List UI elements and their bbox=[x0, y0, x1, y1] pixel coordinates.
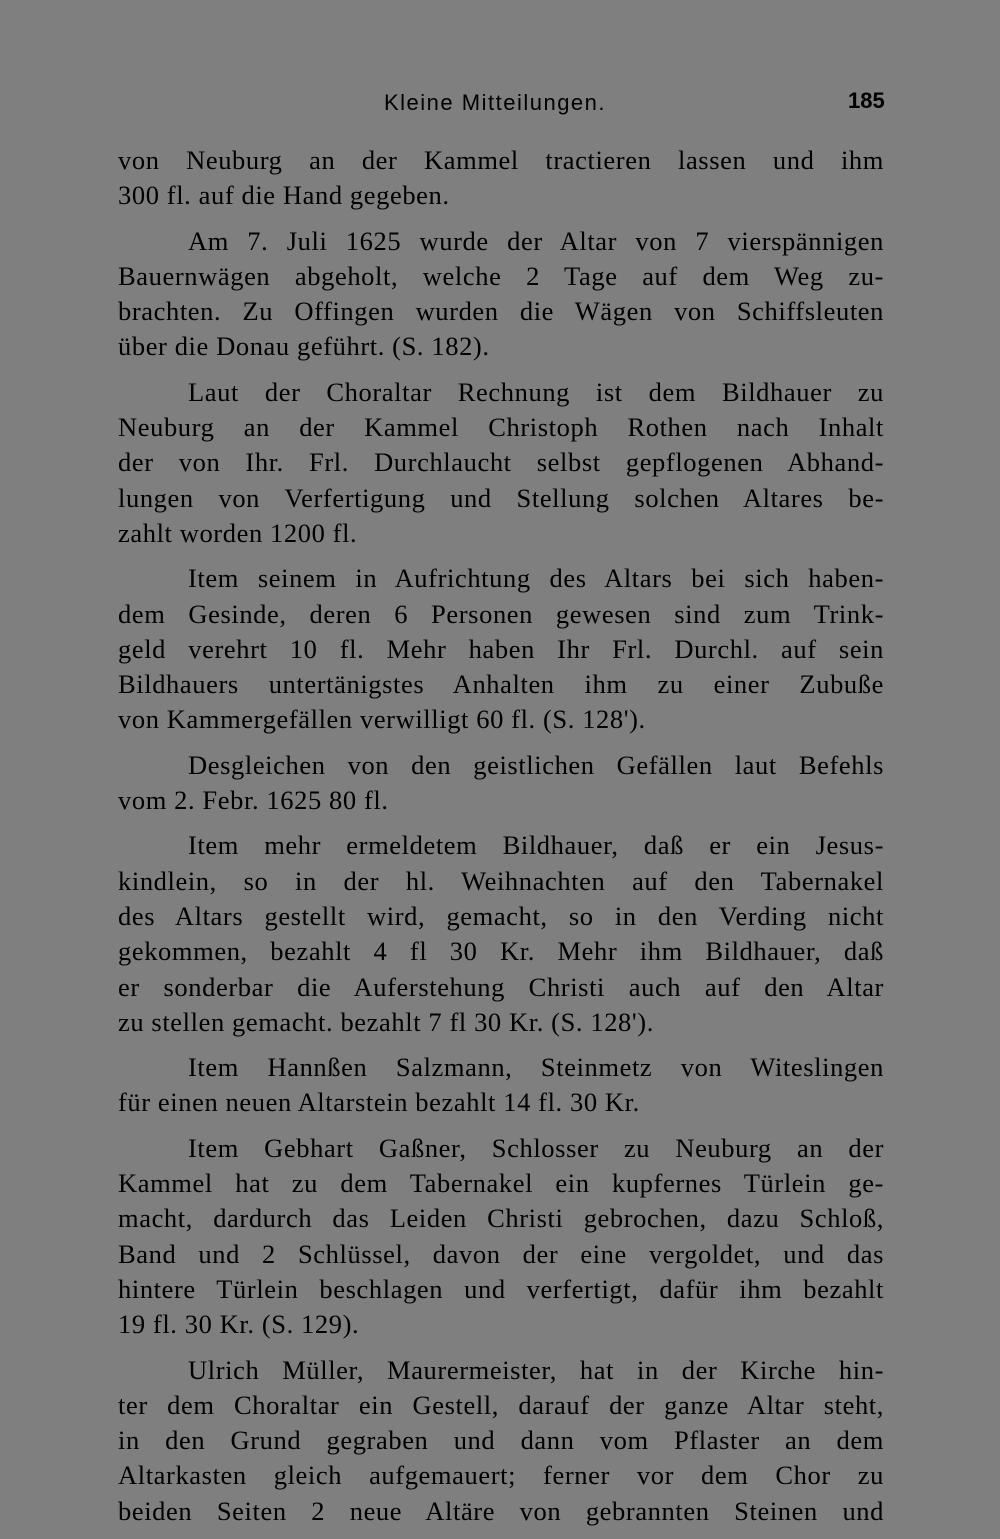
text-line: Altarkasten gleich aufgemauert; ferner vor dem Chor zu bbox=[118, 1460, 884, 1491]
paragraph bbox=[118, 224, 884, 365]
text-line: er sonderbar die Auferstehung Christi auch auf den Altar bbox=[118, 971, 884, 1002]
text-line: brachten. Zu Offingen wurden die Wägen von Schiffsleuten bbox=[118, 296, 884, 327]
text-line: von Kammergefällen verwilligt 60 fl. (S. 128'). bbox=[118, 704, 646, 735]
text-line: Laut der Choraltar Rechnung ist dem Bildhauer zu bbox=[188, 376, 884, 407]
paragraph bbox=[118, 561, 884, 737]
text-line: Bauernwägen abgeholt, welche 2 Tage auf dem Weg zu- bbox=[118, 260, 884, 291]
paragraph bbox=[118, 375, 884, 551]
text-line: vom 2. Febr. 1625 80 fl. bbox=[118, 785, 389, 816]
paragraph bbox=[118, 1050, 884, 1121]
paragraph bbox=[118, 1131, 884, 1343]
text-line: 300 fl. auf die Hand gegeben. bbox=[118, 180, 450, 211]
paragraph bbox=[118, 748, 884, 819]
paragraph bbox=[118, 143, 884, 214]
text-line: des Altars gestellt wird, gemacht, so in den Verding nicht bbox=[118, 900, 884, 931]
text-line: Band und 2 Schlüssel, davon der eine vergoldet, und das bbox=[118, 1238, 884, 1269]
page-number: 185 bbox=[848, 88, 885, 113]
text-line: geld verehrt 10 fl. Mehr haben Ihr Frl. Durchl. auf sein bbox=[118, 633, 884, 664]
text-line: zu stellen gemacht. bezahlt 7 fl 30 Kr. (S. 128'). bbox=[118, 1006, 654, 1037]
paragraph bbox=[118, 828, 884, 1040]
text-line: Am 7. Juli 1625 wurde der Altar von 7 vierspännigen bbox=[188, 225, 884, 256]
text-line: macht, dardurch das Leiden Christi gebrochen, dazu Schloß, bbox=[118, 1203, 884, 1234]
text-line: beiden Seiten 2 neue Altäre von gebrannten Steinen und bbox=[118, 1495, 884, 1526]
text-line: Item Hannßen Salzmann, Steinmetz von Witeslingen bbox=[188, 1052, 884, 1083]
running-title: Kleine Mitteilungen. bbox=[384, 90, 607, 115]
text-line: zahlt worden 1200 fl. bbox=[118, 517, 358, 548]
text-line: ter dem Choraltar ein Gestell, darauf der ganze Altar steht, bbox=[118, 1389, 884, 1420]
text-line: für einen neuen Altarstein bezahlt 14 fl. 30 Kr. bbox=[118, 1087, 640, 1118]
text-line: hintere Türlein beschlagen und verfertigt, dafür ihm bezahlt bbox=[118, 1273, 884, 1304]
text-line: 19 fl. 30 Kr. (S. 129). bbox=[118, 1309, 360, 1340]
text-line: dem Gesinde, deren 6 Personen gewesen sind zum Trink- bbox=[118, 598, 884, 629]
text-line: über die Donau geführt. (S. 182). bbox=[118, 331, 490, 362]
text-line: Item Gebhart Gaßner, Schlosser zu Neuburg an der bbox=[188, 1132, 884, 1163]
text-line: Ulrich Müller, Maurermeister, hat in der Kirche hin- bbox=[188, 1354, 884, 1385]
text-line: gekommen, bezahlt 4 fl 30 Kr. Mehr ihm Bildhauer, daß bbox=[118, 936, 884, 967]
text-line: der von Ihr. Frl. Durchlaucht selbst gepflogenen Abhand- bbox=[118, 447, 884, 478]
body-text bbox=[118, 143, 884, 1539]
text-line: lungen von Verfertigung und Stellung solchen Altares be- bbox=[118, 482, 884, 513]
text-line: Bildhauers untertänigstes Anhalten ihm zu einer Zubuße bbox=[118, 669, 884, 700]
text-line: in den Grund gegraben und dann vom Pflaster an dem bbox=[118, 1425, 884, 1456]
text-line: Desgleichen von den geistlichen Gefällen laut Befehls bbox=[188, 749, 884, 780]
text-line: Kammel hat zu dem Tabernakel ein kupfernes Türlein ge- bbox=[118, 1168, 884, 1199]
text-line: Item mehr ermeldetem Bildhauer, daß er ein Jesus- bbox=[188, 830, 884, 861]
text-line: kindlein, so in der hl. Weihnachten auf den Tabernakel bbox=[118, 865, 884, 896]
text-line: Item seinem in Aufrichtung des Altars bei sich haben- bbox=[188, 563, 884, 594]
text-line: Neuburg an der Kammel Christoph Rothen nach Inhalt bbox=[118, 412, 884, 443]
paragraph bbox=[118, 1353, 884, 1529]
text-line: von Neuburg an der Kammel tractieren lassen und ihm bbox=[118, 145, 884, 175]
